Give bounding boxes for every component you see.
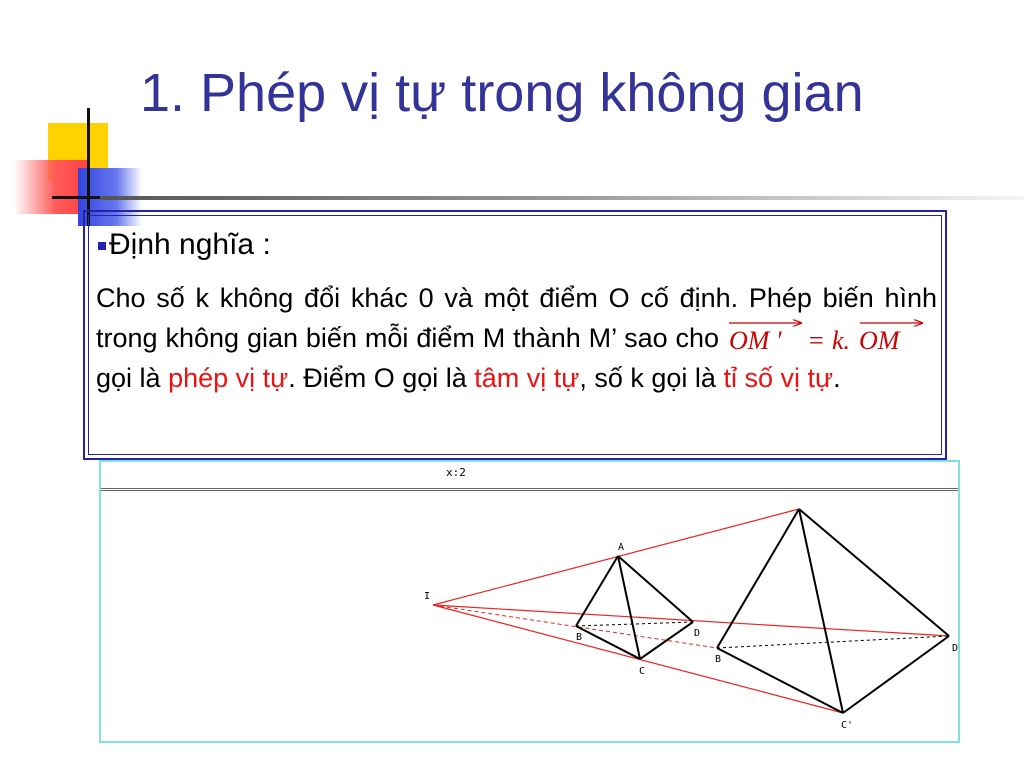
decor-vertical-line [87, 108, 90, 226]
vector-formula [727, 318, 937, 354]
definition-text [96, 278, 937, 398]
formula-k: k. [832, 325, 851, 354]
definition-after-term2: , số k gọi là [579, 363, 724, 393]
label-B: B [576, 632, 583, 643]
definition-after-formula: gọi là [96, 363, 169, 393]
bullet-icon [98, 242, 106, 250]
small-tetrahedron [576, 556, 693, 659]
large-tetrahedron [717, 509, 949, 713]
definition-heading: Định nghĩa : [109, 228, 271, 261]
definition-heading-row [98, 228, 271, 262]
definition-box [83, 210, 947, 460]
label-D: D [694, 628, 701, 639]
large-hidden-edge [717, 636, 949, 648]
small-hidden-edge [576, 622, 693, 626]
formula-lhs: OM ' [729, 325, 782, 354]
ray-to-b [433, 605, 717, 648]
ray-to-apex [433, 509, 799, 605]
title-rule [100, 196, 1024, 200]
label-C-prime: C' [841, 720, 854, 731]
definition-after-term1: . Điểm O gọi là [288, 363, 475, 393]
formula-rhs: OM [859, 325, 900, 354]
definition-end: . [833, 363, 841, 393]
figure-toolbar-label: x:2 [446, 466, 466, 479]
definition-line-part1: Cho số k không đổi khác 0 và một điểm O cố định. Phép biến hình trong không gian biến mỗi điểm M thành M’ sao cho [96, 283, 937, 353]
term-ratio: tỉ số vị tự [723, 363, 834, 393]
label-D-prime: D [952, 643, 958, 654]
homothety-figure [99, 460, 960, 743]
label-I: I [424, 591, 431, 602]
term-center: tâm vị tự [474, 363, 580, 393]
slide-title: 1. Phép vị tự trong không gian [140, 63, 864, 123]
label-A: A [618, 542, 625, 553]
term-homothety: phép vị tự [168, 363, 289, 393]
formula-equals: = [809, 325, 824, 354]
figure-canvas [101, 462, 958, 741]
label-B-prime: B [715, 654, 722, 665]
label-C: C [639, 666, 646, 677]
